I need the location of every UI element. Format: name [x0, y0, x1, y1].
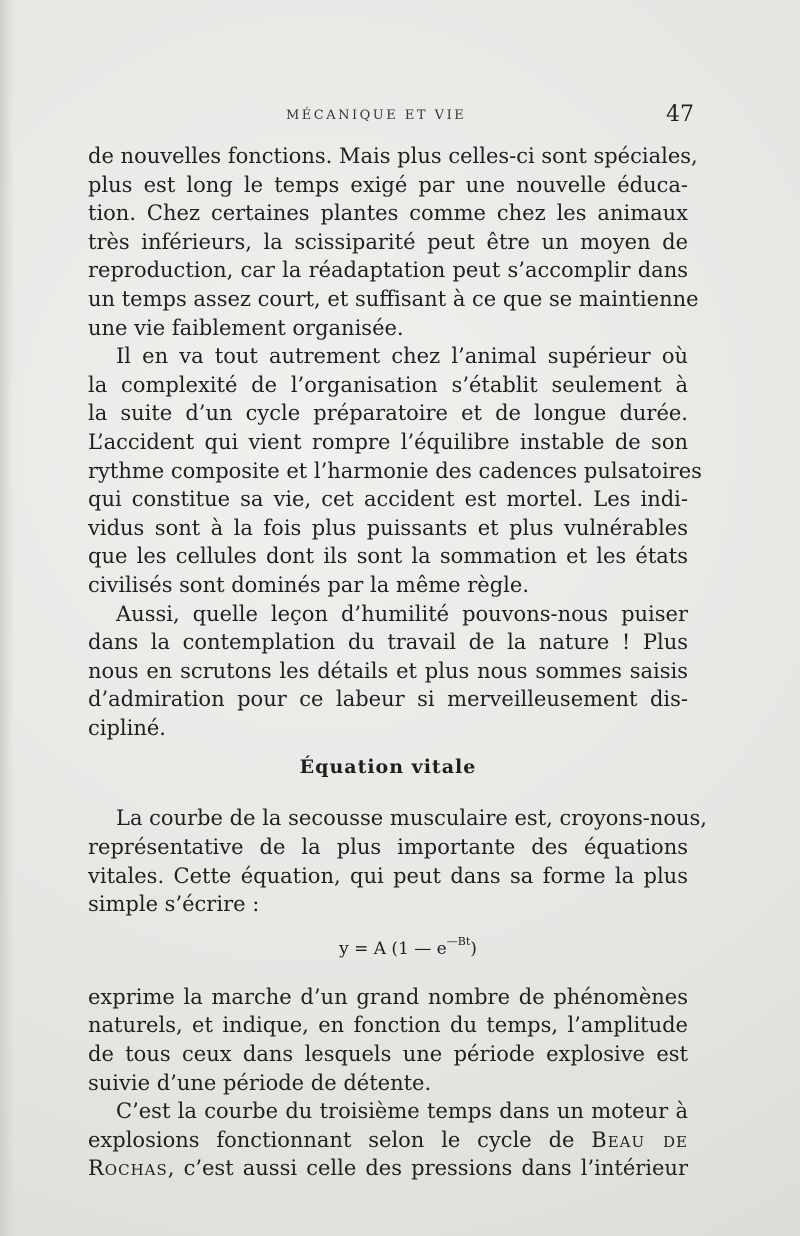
text-line: L’accident qui vient rompre l’équilibre instable de son	[88, 429, 688, 454]
text-line: rythme composite et l’harmonie des cadences pulsatoires	[88, 458, 702, 483]
text-line: de nouvelles fonctions. Mais plus celles-ci sont spéciales,	[88, 144, 698, 168]
equation	[88, 919, 688, 969]
equation-close: )	[470, 938, 477, 959]
text-fragment: , c’est aussi celle des pressions dans l’intérieur	[167, 1156, 688, 1181]
paragraph	[88, 983, 688, 1097]
text-line: vidus sont à la fois plus puissants et plus vulnérables	[88, 515, 688, 540]
text-line: simple s’écrire :	[88, 892, 260, 917]
text-line: La courbe de la secousse musculaire est, croyons-nous,	[116, 806, 707, 831]
text-line: que les cellules dont ils sont la sommation et les états	[88, 544, 688, 569]
text-line: exprime la marche d’un grand nombre de phénomènes	[88, 984, 688, 1009]
text-line: la suite d’un cycle préparatoire et de longue durée.	[88, 401, 688, 426]
spacer	[88, 969, 688, 983]
text-line: un temps assez court, et suffisant à ce que se maintienne	[88, 286, 699, 311]
paragraph	[88, 804, 707, 918]
text-line: qui constitue sa vie, cet accident est mortel. Les indi-	[88, 487, 688, 512]
text-line: de tous ceux dans lesquels une période explosive est	[88, 1042, 688, 1067]
author-name: Beau de	[591, 1127, 688, 1152]
paragraph	[88, 1097, 688, 1183]
text-line	[88, 1126, 688, 1155]
text-line	[88, 1154, 688, 1183]
text-line: une vie faiblement organisée.	[88, 315, 404, 340]
author-name: Rochas	[88, 1156, 168, 1181]
text-line: d’admiration pour ce labeur si merveilleusement dis-	[88, 687, 688, 712]
text-line: cipliné.	[88, 715, 166, 740]
text-line: représentative de la plus importante des équations	[88, 835, 688, 860]
equation-main: y = A (1 — e	[339, 938, 447, 959]
text-line: civilisés sont dominés par la même règle.	[88, 572, 529, 597]
text-line: suivie d’une période de détente.	[88, 1070, 432, 1095]
page-edge-shadow	[0, 0, 14, 1236]
page-header	[86, 102, 694, 132]
text-fragment: explosions fonctionnant selon le cycle de	[88, 1127, 575, 1152]
page-number: 47	[666, 102, 694, 127]
text-line: reproduction, car la réadaptation peut s’accomplir dans	[88, 258, 688, 283]
text-line: Il en va tout autrement chez l’animal supérieur où	[116, 344, 688, 369]
text-line: très inférieurs, la scissiparité peut être un moyen de	[88, 229, 688, 254]
paragraph	[88, 142, 699, 342]
paragraph	[88, 600, 688, 743]
paragraph	[88, 342, 702, 599]
section-title: Équation vitale	[299, 756, 477, 779]
text-line: C’est la courbe du troisième temps dans un moteur à	[116, 1099, 688, 1124]
text-line: plus est long le temps exigé par une nouvelle éduca-	[88, 172, 688, 197]
text-line: nous en scrutons les détails et plus nous sommes saisis	[88, 658, 688, 683]
spacer	[88, 790, 688, 804]
text-line: dans la contemplation du travail de la nature ! Plus	[88, 630, 688, 655]
text-line: tion. Chez certaines plantes comme chez les animaux	[88, 201, 688, 226]
text-line: la complexité de l’organisation s’établit seulement à	[88, 372, 688, 397]
body-text	[88, 142, 707, 1183]
text-line: Aussi, quelle leçon d’humilité pouvons-nous puiser	[116, 601, 688, 626]
equation-exponent: —Bt	[446, 934, 471, 948]
text-line: vitales. Cette équation, qui peut dans sa forme la plus	[88, 863, 688, 888]
text-line: naturels, et indique, en fonction du temps, l’amplitude	[88, 1013, 688, 1038]
running-head: MÉCANIQUE ET VIE	[286, 108, 467, 123]
